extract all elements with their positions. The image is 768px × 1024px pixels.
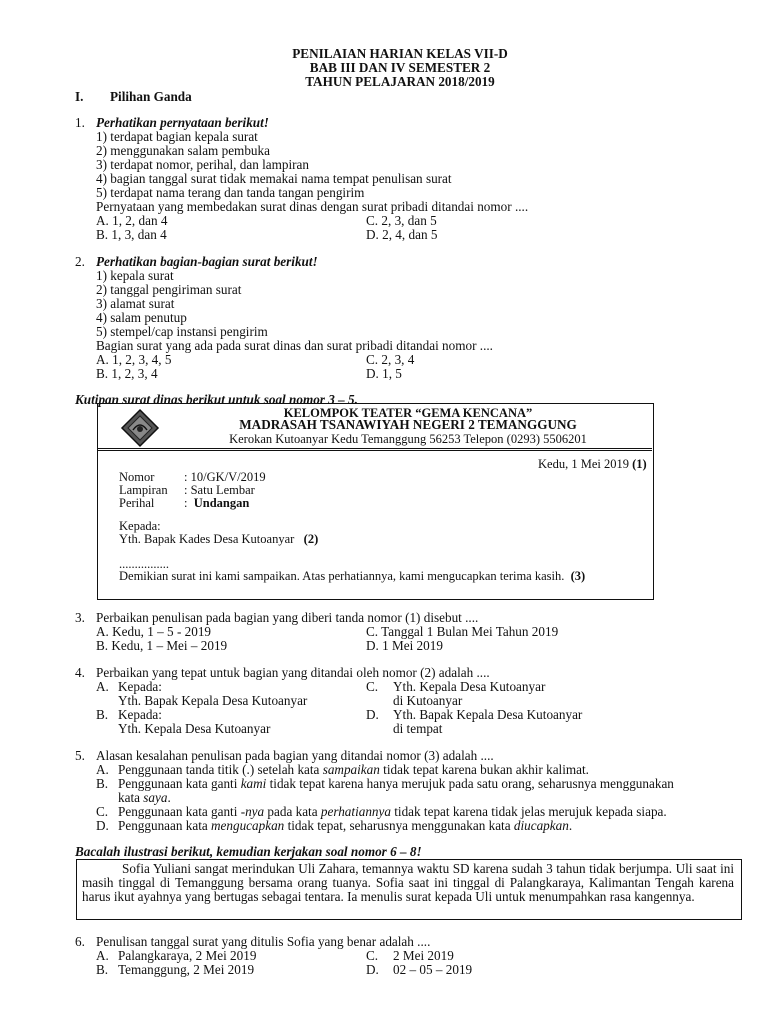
question-number: 5. xyxy=(75,748,85,763)
question-number: 6. xyxy=(75,934,85,949)
question-number: 1. xyxy=(75,115,85,130)
perihal-separator: : xyxy=(184,496,188,510)
option-d-line-1: Yth. Bapak Kepala Desa Kutoanyar xyxy=(393,707,583,722)
recipient-text: Yth. Bapak Kades Desa Kutoanyar xyxy=(119,532,295,546)
lampiran-label: Lampiran xyxy=(119,483,168,497)
question-prompt: Perhatikan pernyataan berikut! xyxy=(96,115,269,130)
list-item: 5) terdapat nama terang dan tanda tangan pengirim xyxy=(96,185,365,200)
italic-word: diucapkan xyxy=(513,818,569,833)
italic-word: saya xyxy=(143,790,168,805)
option-a-label: A. xyxy=(96,762,109,777)
text-span: . xyxy=(167,790,171,805)
option-b-text xyxy=(118,777,674,791)
perihal-value xyxy=(184,496,249,510)
option-c-text xyxy=(118,805,667,819)
text-span: tidak tepat, seharusnya menggunakan kata xyxy=(284,818,514,833)
list-item: 3) alamat surat xyxy=(96,296,175,311)
kepada-label: Kepada: xyxy=(119,519,161,533)
list-item: 2) menggunakan salam pembuka xyxy=(96,143,270,158)
doc-title-line-1: PENILAIAN HARIAN KELAS VII-D xyxy=(292,46,508,61)
list-item: 4) salam penutup xyxy=(96,310,187,325)
option-d-text: 02 – 05 – 2019 xyxy=(393,962,473,977)
illustration-intro: Bacalah ilustrasi berikut, kemudian kerjakan soal nomor 6 – 8! xyxy=(75,844,422,859)
closing-text: Demikian surat ini kami sampaikan. Atas perhatiannya, kami mengucapkan terima kasih. xyxy=(119,569,565,583)
list-item: 1) terdapat bagian kepala surat xyxy=(96,129,258,144)
option-c-label: C. xyxy=(96,804,109,819)
perihal-label: Perihal xyxy=(119,496,155,510)
letterhead-divider xyxy=(98,448,652,449)
letter-date-text: Kedu, 1 Mei 2019 xyxy=(538,457,629,471)
option-d: D. 1 Mei 2019 xyxy=(366,638,443,653)
option-d-text xyxy=(118,819,572,833)
question-text: Bagian surat yang ada pada surat dinas dan surat pribadi ditandai nomor .... xyxy=(96,338,493,353)
question-text: Pernyataan yang membedakan surat dinas dengan surat pribadi ditandai nomor .... xyxy=(96,199,529,214)
excerpt-intro: Kutipan surat dinas berikut untuk soal nomor 3 – 5. xyxy=(75,392,358,407)
option-b-label: B. xyxy=(96,707,109,722)
option-b-line-1: Kepada: xyxy=(118,707,162,722)
question-prompt: Perhatikan bagian-bagian surat berikut! xyxy=(96,254,318,269)
option-d-label: D. xyxy=(96,818,109,833)
text-span: tidak tepat karena tidak jelas merujuk kepada siapa. xyxy=(390,804,667,819)
option-d-label: D. xyxy=(366,962,379,977)
text-span: Penggunaan kata ganti xyxy=(118,804,241,819)
option-b-text-line-2 xyxy=(118,791,171,805)
text-span: tidak tepat karena hanya merujuk pada satu orang, seharusnya menggunakan xyxy=(266,776,674,791)
option-b-label: B. xyxy=(96,776,109,791)
marker-1: (1) xyxy=(632,457,647,471)
question-number: 3. xyxy=(75,610,85,625)
letterhead-address: Kerokan Kutoanyar Kedu Temanggung 56253 Telepon (0293) 5506201 xyxy=(229,432,587,446)
option-a-line-2: Yth. Bapak Kepala Desa Kutoanyar xyxy=(118,693,308,708)
letterhead-divider xyxy=(98,450,652,451)
option-b: B. Kedu, 1 – Mei – 2019 xyxy=(96,638,228,653)
marker-3: (3) xyxy=(570,569,586,583)
option-a-text: Palangkaraya, 2 Mei 2019 xyxy=(118,948,257,963)
question-text: Penulisan tanggal surat yang ditulis Sofia yang benar adalah .... xyxy=(96,934,431,949)
option-a-line-1: Kepada: xyxy=(118,679,162,694)
option-d: D. 2, 4, dan 5 xyxy=(366,227,438,242)
option-c-label: C. xyxy=(366,948,379,963)
perihal-text: Undangan xyxy=(193,496,250,510)
option-c: C. 2, 3, 4 xyxy=(366,352,415,367)
lampiran-value: : Satu Lembar xyxy=(184,483,255,497)
option-b-label: B. xyxy=(96,962,109,977)
option-d-line-2: di tempat xyxy=(393,721,443,736)
option-a: A. Kedu, 1 – 5 - 2019 xyxy=(96,624,212,639)
option-c-label: C. xyxy=(366,679,379,694)
text-span: Penggunaan kata ganti xyxy=(118,776,241,791)
question-text: Alasan kesalahan penulisan pada bagian yang ditandai nomor (3) adalah .... xyxy=(96,748,494,763)
list-item: 1) kepala surat xyxy=(96,268,174,283)
italic-word: mengucapkan xyxy=(211,818,285,833)
text-span: tidak tepat karena bukan akhir kalimat. xyxy=(379,762,589,777)
italic-word: perhatiannya xyxy=(320,804,391,819)
letterhead-org-1: KELOMPOK TEATER “GEMA KENCANA” xyxy=(283,406,533,420)
letter-ellipsis: ................ xyxy=(119,557,169,571)
nomor-value: : 10/GK/V/2019 xyxy=(184,470,266,484)
list-item: 4) bagian tanggal surat tidak memakai nama tempat penulisan surat xyxy=(96,171,452,186)
marker-2: (2) xyxy=(303,532,319,546)
illustration-text: Sofia Yuliani sangat merindukan Uli Zahara, temannya waktu SD karena sudah 3 tahun tidak berjumpa. Uli saat ini masih tinggal di Temanggung bersama orang tuanya. Sofia saat ini tinggal di Palangkaraya, Kalimantan Tengah karena harus ikut ayahnya yang bertugas sebagai tentara. Ia menulis surat kepada Uli untuk menumpahkan rasa kangennya. xyxy=(82,861,734,904)
option-a-label: A. xyxy=(96,679,109,694)
option-c: C. Tanggal 1 Bulan Mei Tahun 2019 xyxy=(366,624,559,639)
school-emblem-icon xyxy=(120,408,160,448)
letter-closing xyxy=(119,569,585,583)
list-item: 5) stempel/cap instansi pengirim xyxy=(96,324,268,339)
question-text: Perbaikan yang tepat untuk bagian yang ditandai oleh nomor (2) adalah .... xyxy=(96,665,490,680)
question-text: Perbaikan penulisan pada bagian yang diberi tanda nomor (1) disebut .... xyxy=(96,610,479,625)
section-title: Pilihan Ganda xyxy=(110,89,192,104)
letter-recipient xyxy=(119,532,318,546)
doc-title-line-2: BAB III DAN IV SEMESTER 2 xyxy=(309,60,491,75)
option-a: A. 1, 2, 3, 4, 5 xyxy=(96,352,172,367)
option-a-label: A. xyxy=(96,948,109,963)
option-b: B. 1, 3, dan 4 xyxy=(96,227,167,242)
option-a: A. 1, 2, dan 4 xyxy=(96,213,168,228)
text-span: pada kata xyxy=(264,804,321,819)
nomor-label: Nomor xyxy=(119,470,155,484)
italic-word: kami xyxy=(240,776,267,791)
option-c: C. 2, 3, dan 5 xyxy=(366,213,437,228)
text-span: . xyxy=(568,818,573,833)
option-c-line-2: di Kutoanyar xyxy=(393,693,463,708)
list-item: 3) terdapat nomor, perihal, dan lampiran xyxy=(96,157,309,172)
option-b-line-2: Yth. Kepala Desa Kutoanyar xyxy=(118,721,271,736)
text-span: Penggunaan kata xyxy=(118,818,212,833)
option-d-label: D. xyxy=(366,707,379,722)
option-d: D. 1, 5 xyxy=(366,366,402,381)
question-number: 4. xyxy=(75,665,85,680)
italic-word: sampaikan xyxy=(322,762,380,777)
italic-word: -nya xyxy=(240,804,265,819)
list-item: 2) tanggal pengiriman surat xyxy=(96,282,242,297)
option-b: B. 1, 2, 3, 4 xyxy=(96,366,158,381)
section-number: I. xyxy=(75,89,84,104)
letter-date xyxy=(538,457,647,471)
text-span: kata xyxy=(118,790,144,805)
option-b-text: Temanggung, 2 Mei 2019 xyxy=(118,962,255,977)
doc-title-line-3: TAHUN PELAJARAN 2018/2019 xyxy=(305,74,495,89)
option-c-text: 2 Mei 2019 xyxy=(393,948,454,963)
text-span: Penggunaan tanda titik (.) setelah kata xyxy=(118,762,323,777)
option-c-line-1: Yth. Kepala Desa Kutoanyar xyxy=(393,679,546,694)
question-number: 2. xyxy=(75,254,85,269)
letterhead-org-2: MADRASAH TSANAWIYAH NEGERI 2 TEMANGGUNG xyxy=(239,417,577,432)
option-a-text xyxy=(118,763,589,777)
